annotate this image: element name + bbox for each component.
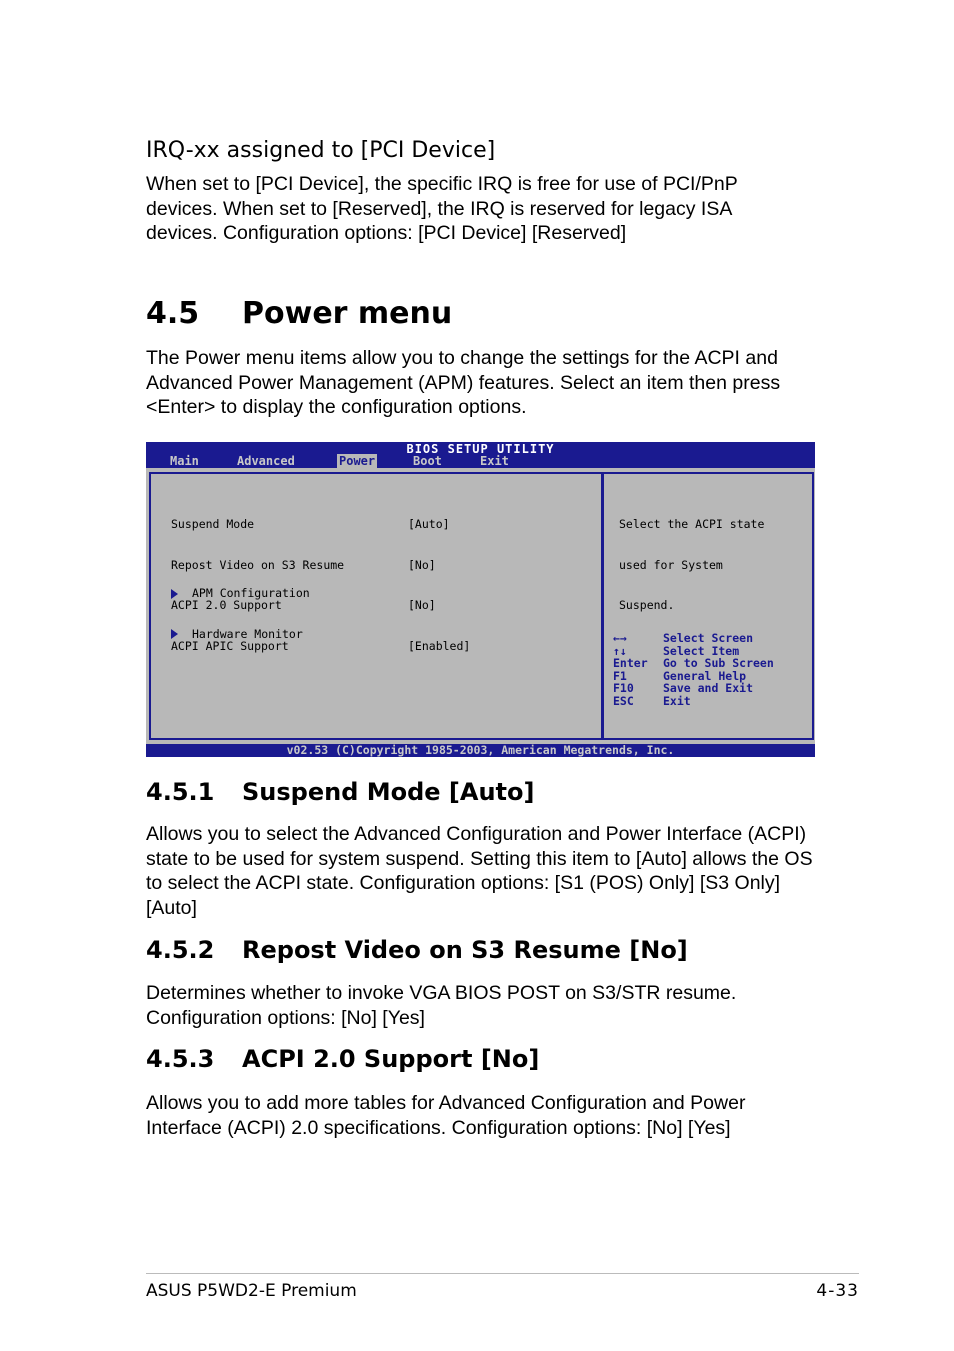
bios-submenus bbox=[171, 560, 310, 668]
bios-tab-power[interactable]: Power bbox=[339, 454, 376, 468]
section-title-text: Power menu bbox=[242, 296, 453, 331]
submenu-arrow-icon bbox=[171, 629, 178, 639]
bios-title: BIOS SETUP UTILITY bbox=[406, 442, 555, 456]
section-intro: The Power menu items allow you to change the settings for the ACPI and Advanced Power Management (APM) features. Select an item then press <Enter> to display the configuration options. bbox=[146, 347, 781, 418]
subsection-heading-453: 4.5.3 ACPI 2.0 Support [No] bbox=[146, 1045, 540, 1073]
setting-acpi-apic[interactable]: ACPI APIC Support bbox=[171, 638, 289, 653]
setting-acpi-20[interactable]: ACPI 2.0 Support bbox=[171, 598, 282, 612]
value-suspend-mode[interactable]: [Auto] bbox=[408, 517, 450, 531]
subsection-body-452: Determines whether to invoke VGA BIOS POST on S3/STR resume. Configuration options: [No] [Yes] bbox=[146, 982, 737, 1029]
subsection-body-453: Allows you to add more tables for Advanced Configuration and Power Interface (ACPI) 2.0 specifications. Configuration options: [No] [Yes] bbox=[146, 1092, 746, 1139]
bios-copyright: v02.53 (C)Copyright 1985-2003, American Megatrends, Inc. bbox=[146, 744, 815, 757]
bios-help-panel bbox=[602, 472, 814, 740]
bios-settings-panel bbox=[149, 472, 603, 740]
value-acpi-20[interactable]: [No] bbox=[408, 598, 436, 612]
key-enter: Enter Go to Sub Screen bbox=[613, 656, 774, 671]
bios-key-legend bbox=[613, 632, 774, 708]
section-title bbox=[146, 296, 452, 331]
submenu-arrow-icon bbox=[171, 589, 178, 599]
irq-heading: IRQ-xx assigned to [PCI Device] bbox=[146, 138, 496, 163]
footer-page-number: 4-33 bbox=[816, 1281, 859, 1301]
section-number: 4.5 bbox=[146, 296, 200, 331]
value-acpi-apic[interactable]: [Enabled] bbox=[408, 638, 471, 653]
bios-screenshot bbox=[146, 442, 815, 757]
irq-description: When set to [PCI Device], the specific IRQ is free for use of PCI/PnP devices. When set to [Reserved], the IRQ is reserved for legacy ISA devices. Configuration options: [PCI Device] [Reserved] bbox=[146, 173, 738, 244]
bios-setting-values bbox=[408, 491, 470, 680]
subsection-heading-452: 4.5.2 Repost Video on S3 Resume [No] bbox=[146, 936, 688, 964]
key-f1: F1 General Help bbox=[613, 668, 747, 683]
value-repost-video[interactable]: [No] bbox=[408, 557, 436, 572]
setting-suspend-mode[interactable]: Suspend Mode bbox=[171, 517, 255, 531]
footer-product: ASUS P5WD2-E Premium bbox=[146, 1281, 357, 1301]
bios-tab-main[interactable]: Main bbox=[170, 454, 199, 468]
submenu-apm-configuration[interactable]: APM Configuration bbox=[171, 587, 310, 601]
submenu-hardware-monitor[interactable]: Hardware Monitor bbox=[171, 628, 310, 642]
bios-tab-boot[interactable]: Boot bbox=[413, 454, 442, 468]
bios-menu-bar bbox=[146, 442, 815, 468]
bios-tab-advanced[interactable]: Advanced bbox=[237, 454, 295, 468]
bios-help-text: Select the ACPI state used for System Suspend. bbox=[619, 517, 765, 612]
key-f10: F10 Save and Exit bbox=[613, 681, 754, 696]
key-select-item: ↑↓ Select Item bbox=[613, 643, 740, 658]
key-select-screen: ←→ Select Screen bbox=[613, 631, 754, 645]
key-esc: ESC Exit bbox=[613, 693, 691, 708]
footer-divider bbox=[146, 1273, 859, 1274]
subsection-heading-451: 4.5.1 Suspend Mode [Auto] bbox=[146, 778, 535, 806]
subsection-body-451: Allows you to select the Advanced Configuration and Power Interface (ACPI) state to be used for system suspend. Setting this item to [Auto] allows the OS to select the ACPI state. Configuration options: [S1 (POS) Only] [S3 Only] [Auto] bbox=[146, 823, 813, 919]
setting-repost-video[interactable]: Repost Video on S3 Resume bbox=[171, 557, 345, 572]
bios-tab-exit[interactable]: Exit bbox=[480, 454, 509, 468]
